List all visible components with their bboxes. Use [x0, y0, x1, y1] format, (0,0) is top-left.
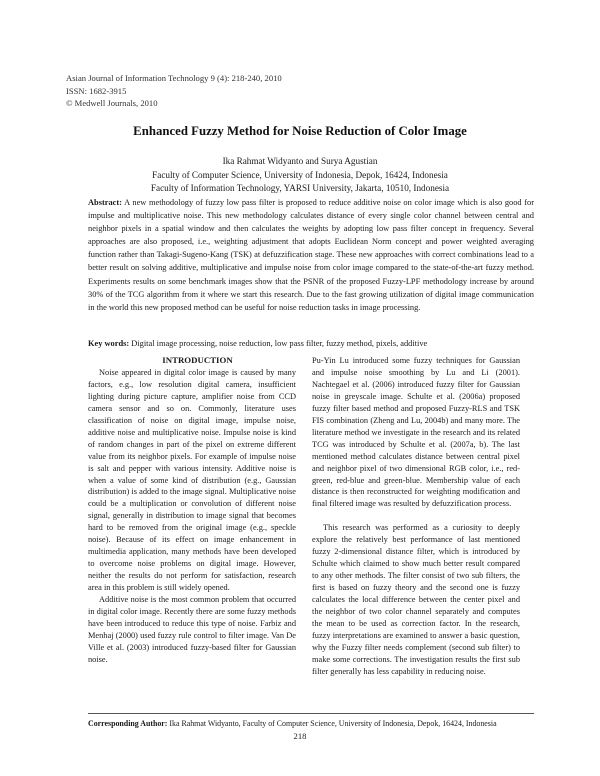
affiliation-1: Faculty of Computer Science, University of Indonesia, Depok, 16424, Indonesia [152, 169, 448, 180]
journal-issn: ISSN: 1682-3915 [66, 85, 127, 96]
paragraph: Noise appeared in digital color image is caused by many factors, e.g., low resolution digital camera, insufficient lighting during picture capture, amplifier noise from CCD camera sensor and so on. Commonly, literature uses classification of noise on digital image, impulse noise, additive noise and multiplicative noise. Impulse noise is kind of random changes in part of the pixel on extreme different value from its neighbor pixels. For example of impulse noise is salt and pepper with various intensity. Additive noise is when a value of some kind of distribution (e.g., Gaussian distribution) is added to the image signal. Multiplicative noise could be a multiplication or convolution of different noise signal, generally in distribution to image signal that becomes hard to be removed from the original image (e.g., speckle noise). Because of its effect on image enhancement in multimedia application, many methods have been developed to overcome noise problems on digital image. However, neither the results do not perform for satisfaction, research area in this problem is still widely opened. [88, 367, 296, 593]
right-column [312, 355, 520, 678]
abstract-label: Abstract: [88, 198, 122, 207]
paper-title: Enhanced Fuzzy Method for Noise Reduction of Color Image [133, 124, 467, 138]
journal-citation: Asian Journal of Information Technology 9 (4): 218-240, 2010 [66, 73, 282, 83]
section-heading: INTRODUCTION [162, 355, 233, 365]
journal-header [66, 72, 282, 110]
page-number: 218 [293, 731, 307, 741]
abstract-text: A new methodology of fuzzy low pass filter is proposed to reduce additive noise on color image which is also good for impulse and multiplicative noise. This new methodology calculates distance of every single color channel between central and neighbor pixels in a spatial window and then calculates the weights by adopting low pass filter concept in frequency. Several approaches are also proposed, i.e., weighting adjustment that adopts Euclidean Norm concept and power weighted averaging function rather than Takagi-Sugeno-Kang (TSK) at defuzzification stage. These new approaches with correct combinations lead to a better result on solving additive, multiplicative and impulse noise from color image compared to the state-of-the-art fuzzy method. Experiments results on some benchmark images show that the PSNR of the proposed Fuzzy-LPF methodology increase by around 30% of the TCG algorithm from it where we start this research. Due to the fast growing utilization of digital image communication in the world this new proposed method can be useful for noise reduction tasks in image processing. [88, 198, 535, 312]
affiliation-2: Faculty of Information Technology, YARSI University, Jakarta, 10510, Indonesia [150, 183, 450, 193]
journal-copyright: © Medwell Journals, 2010 [66, 98, 158, 109]
footnote-label: Corresponding Author: [88, 719, 168, 728]
left-column [88, 355, 296, 666]
paragraph: Additive noise is the most common problem that occurred in digital color image. Recently there are some fuzzy methods have been introduced to reduce this type of noise. Farbiz and Menhaj (2000) used fuzzy rule control to filter image. Van De Ville et al. (2003) introduced fuzzy-based filter for Gaussian noise. [88, 595, 296, 664]
keywords-label: Key words: [88, 339, 130, 348]
author-names: Ika Rahmat Widyanto and Surya Agustian [222, 156, 378, 166]
paragraph: This research was performed as a curiosity to deeply explore the relatively best performance of last mentioned fuzzy 2-dimensional distance filter, which is introduced by Schulte which claimed to show much better result compared to any other methods. The filter consist of two sub filters, the first is based on fuzzy theory and the second one is fuzzy calculates the local difference between the center pixel and the neighbor of two color channel separately and computes the mean to be used as correction factor. In the research, fuzzy interpretations are examined to answer a basic question, why the Fuzzy filter needs complement (second sub filter) to make some corrections. The investigation results the first sub filter generally has less capability in reducing noise. [312, 523, 520, 676]
abstract [88, 196, 534, 314]
keywords-text: Digital image processing, noise reduction, low pass filter, fuzzy method, pixels, additive [131, 339, 428, 348]
footnote-divider [88, 713, 534, 714]
keywords [88, 338, 534, 350]
footnote-text: Ika Rahmat Widyanto, Faculty of Computer Science, University of Indonesia, Depok, 16424, Indonesia [169, 719, 497, 728]
paragraph: Pu-Yin Lu introduced some fuzzy techniques for Gaussian and impulse noise smoothing by Lu and Li (2001). Nachtegael et al. (2006) introduced fuzzy filter for Gaussian noise in greyscale image. Schulte et al. (2006a) proposed fuzzy filter based method and proposed Fuzzy-RLS and TSK FIS combination (Zheng and Lu, 2004b) and many more. The literature method we investigate in the research and its related TCG was introduced by Schulte et al. (2007a, b). The last mentioned method calculates distance between central pixel and neighbor pixel of two dimensional RGB color, i.e., red-green, red-blue and green-blue. Membership value of each distance is then reconstructed for weighting modification and final filtered image was resulted by defuzzification process. [312, 356, 520, 509]
author-block [0, 155, 600, 196]
corresponding-author-note [88, 718, 534, 729]
